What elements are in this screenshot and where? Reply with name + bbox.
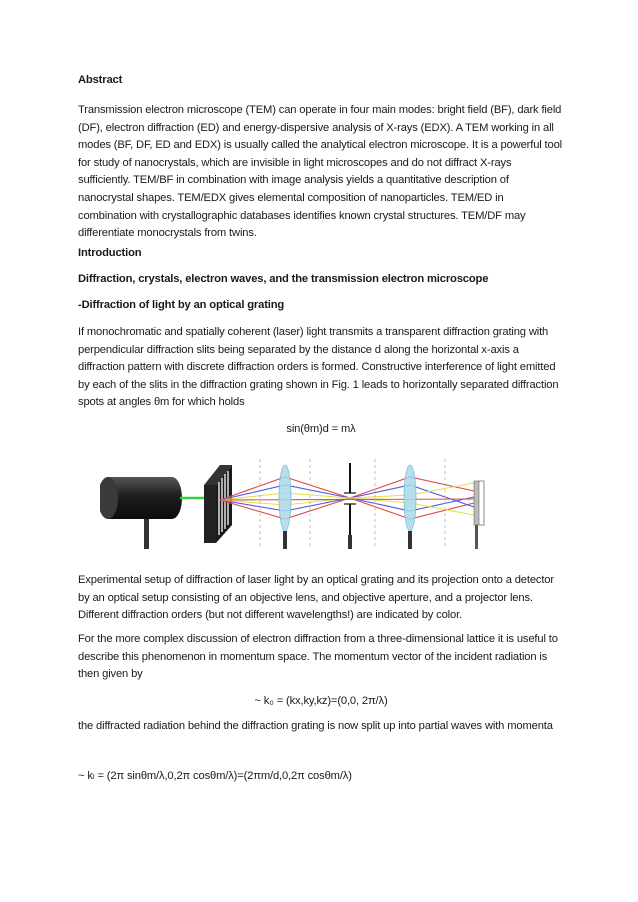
paragraph-diffracted: the diffracted radiation behind the diffraction grating is now split up into partial waves with momenta	[78, 720, 553, 732]
abstract-heading: Abstract	[78, 74, 123, 86]
equation-grating: sin(θm)d = mλ	[286, 423, 356, 435]
detector-screen	[474, 481, 484, 549]
objective-lens	[279, 465, 291, 531]
paragraph-momentum: For the more complex discussion of electron diffraction from a three-dimensional lattice it is useful to describe this phenomenon in momentum space. The momentum vector of the incident radiation is then given by	[78, 633, 558, 681]
abstract-body: Transmission electron microscope (TEM) can operate in four main modes: bright field (BF), dark field (DF), electron diffraction (ED) and energy-dispersive analysis of X-rays (EDX). A TEM working in all modes (BF, DF, ED and EDX) is usually called the analytical electron microscope. It is a powerful tool for study of nanocrystals, which are invisible in light microscopes and do not diffract X-rays sufficiently. TEM/BF in combination with image analysis yields a quantitative description of nanocrystal shapes. TEM/EDX gives elemental composition of nanoparticles. TEM/ED in combination with crystallographic databases identifies known crystal structures. TEM/DF may differentiate monocrystals from twins.	[78, 104, 563, 240]
diffraction-grating	[204, 465, 232, 543]
equation-incident-momentum: ~ k₀ = (kx,ky,kz)=(0,0, 2π/λ)	[254, 695, 388, 707]
introduction-heading: Introduction	[78, 247, 142, 259]
subsection-heading: -Diffraction of light by an optical grating	[78, 299, 285, 311]
section-heading: Diffraction, crystals, electron waves, and the transmission electron microscope	[78, 273, 489, 285]
figure-caption: Experimental setup of diffraction of laser light by an optical grating and its projection onto a detector by an optical setup consisting of an objective lens, and objective aperture, and a projector lens. Different diffraction orders (but not different wavelengths!) are indicated by color.	[78, 574, 554, 622]
diffraction-setup-figure	[100, 455, 500, 555]
objective-aperture	[344, 463, 356, 549]
paragraph-grating: If monochromatic and spatially coherent (laser) light transmits a transparent diffraction grating with perpendicular diffraction slits being separated by the distance d along the horizontal x-axis a diffraction pattern with discrete diffraction orders is formed. Constructive interference of light emitted by each of the slits in the diffraction grating shown in Fig. 1 leads to horizontally separated diffraction spots at angles θm for which holds	[78, 326, 559, 409]
equation-diffracted-momentum: ~ kₗ = (2π sinθm/λ,0,2π cosθm/λ)=(2πm/d,0,2π cosθm/λ)	[78, 770, 352, 782]
projector-lens	[404, 465, 416, 531]
